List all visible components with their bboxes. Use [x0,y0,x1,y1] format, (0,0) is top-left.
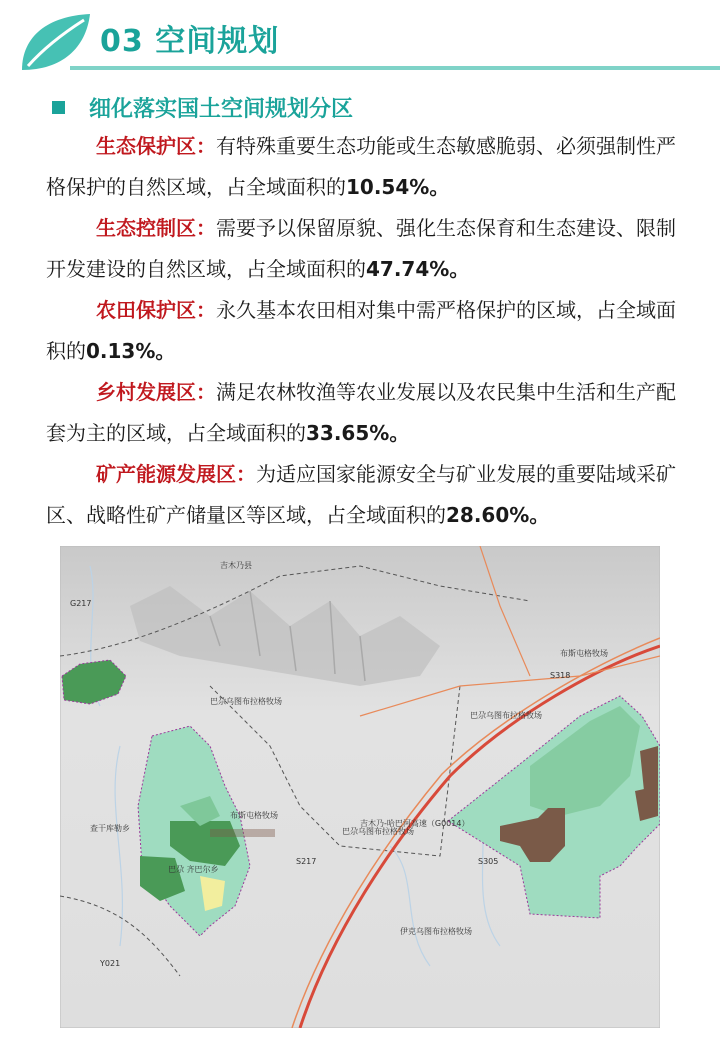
zone-end: 。 [429,175,450,199]
road-label: S217 [296,857,317,866]
zone-term: 矿产能源发展区： [96,462,256,486]
zone-term: 生态控制区： [96,216,216,240]
map-label: 巴尕乌图布拉格牧场 [342,827,414,836]
zone-paragraph [46,126,676,208]
map-label: 布斯屯格牧场 [230,811,278,820]
map-label: 查干库勒乡 [90,824,130,833]
zone-percentage: 0.13% [86,339,156,363]
road-label: S305 [478,857,499,866]
zone-text: 为适应国家能源安全与矿业发展的重要陆域采矿区、战略性矿产储量区等区域，占全域面积的 [46,462,676,527]
zone-end: 。 [529,503,550,527]
map-label: 吉木乃县 [220,561,252,570]
zone-percentage: 10.54% [346,175,430,199]
page-title: 03 空间规划 [100,24,280,59]
road-strip [210,829,275,837]
zone-paragraph [46,208,676,290]
bullet-square-icon [52,101,65,114]
zoning-map-svg [60,546,660,1028]
map-label: 巴尕乌图布拉格牧场 [210,697,282,706]
map-label: 布斯屯格牧场 [560,649,608,658]
road-label: S318 [550,671,571,680]
zone-text: 需要予以保留原貌、强化生态保育和生态建设、限制开发建设的自然区域，占全域面积的 [46,216,676,281]
map-label: 巴尕乌图布拉格牧场 [470,711,542,720]
road-label: 吉木乃-哈巴河高速（G0014） [360,819,470,828]
zone-text: 满足农林牧渔等农业发展以及农民集中生活和生产配套为主的区域，占全域面积的 [46,380,676,445]
zone-paragraph [46,454,676,536]
zone-percentage: 33.65% [306,421,390,445]
section-heading [52,92,353,123]
zone-percentage: 28.60% [446,503,530,527]
zone-term: 生态保护区： [96,134,216,158]
zone-paragraph [46,290,676,372]
header-divider [70,66,720,70]
road-label: G217 [70,599,92,608]
zone-text: 有特殊重要生态功能或生态敏感脆弱、必须强制性严格保护的自然区域，占全域面积的 [46,134,676,199]
map-label: 伊克乌图布拉格牧场 [400,927,472,936]
zone-term: 乡村发展区： [96,380,216,404]
zone-percentage: 47.74% [366,257,450,281]
map-label: 巴尕 齐巴尔乡 [168,865,219,874]
section-title: 细化落实国土空间规划分区 [89,97,354,122]
zone-end: 。 [155,339,176,363]
road-label: Y021 [100,959,121,968]
zone-end: 。 [389,421,410,445]
zone-end: 。 [449,257,470,281]
zone-description-list [46,126,676,536]
zone-text: 永久基本农田相对集中需严格保护的区域，占全域面积的 [46,298,676,363]
zone-paragraph [46,372,676,454]
zoning-map [60,546,660,1028]
zone-term: 农田保护区： [96,298,216,322]
